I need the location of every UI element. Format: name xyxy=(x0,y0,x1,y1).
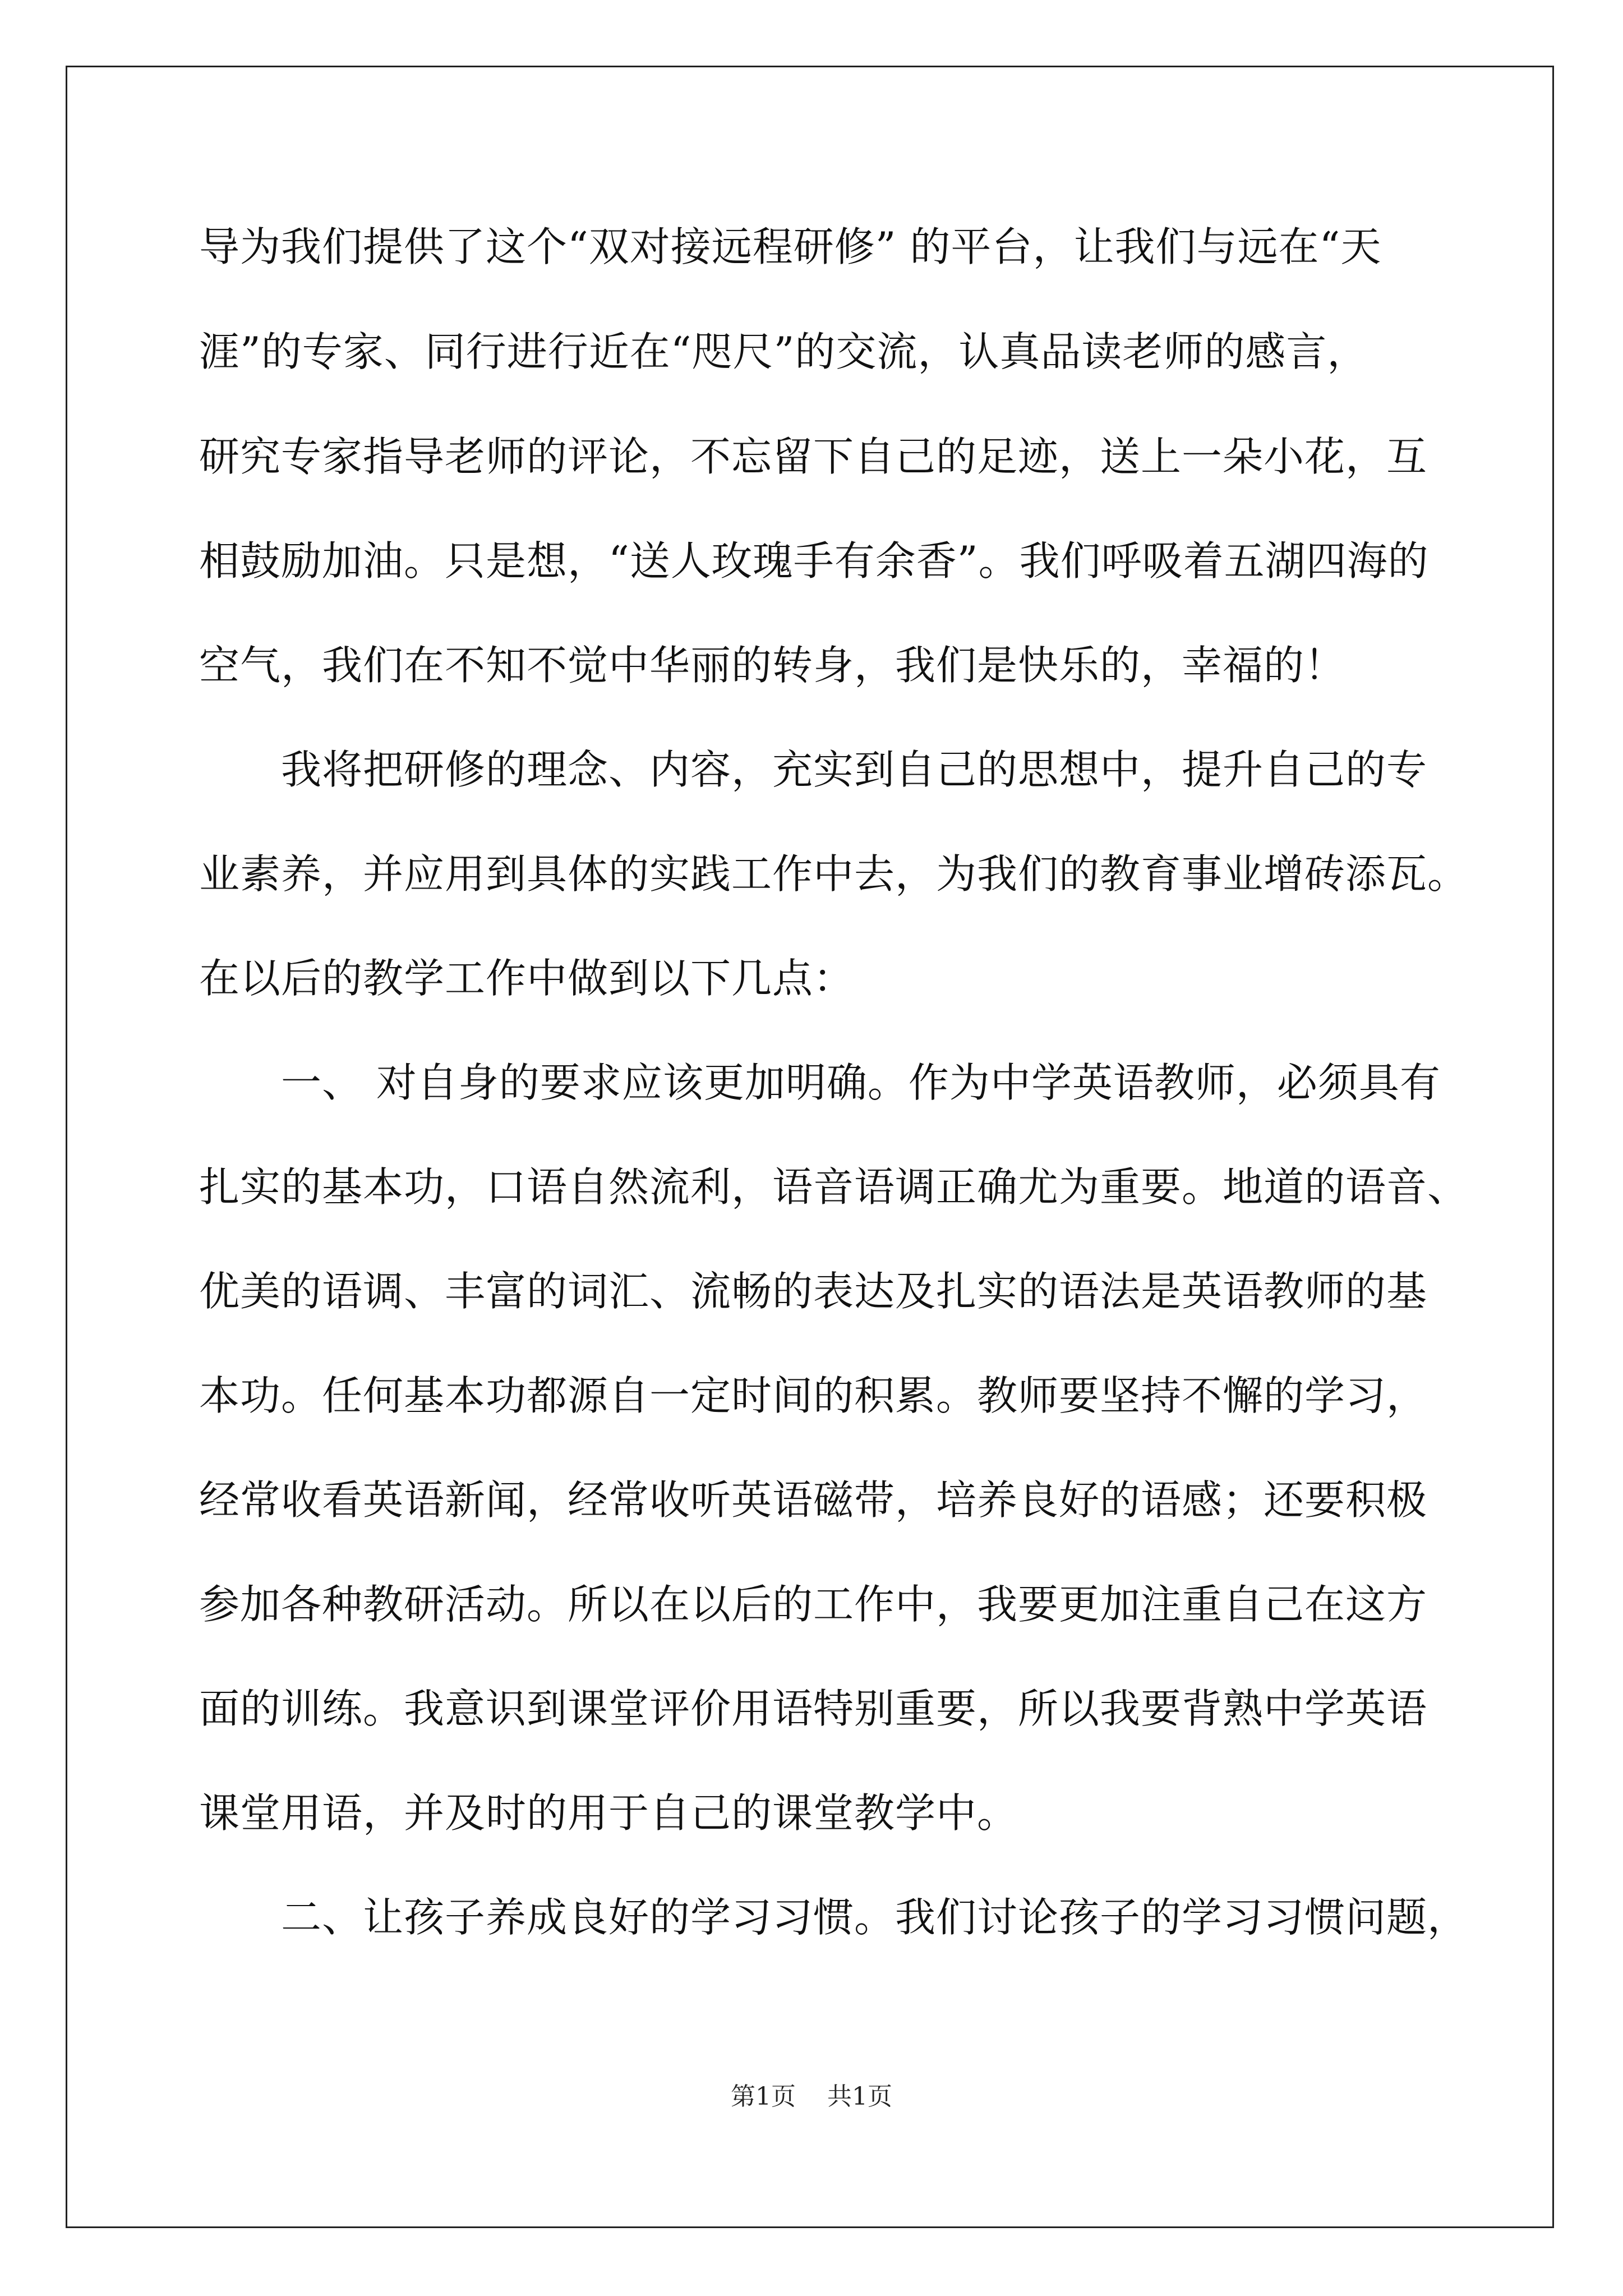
text-line: 经常收看英语新闻，经常收听英语磁带，培养良好的语感；还要积极 xyxy=(199,1476,1428,1524)
text-line: 研究专家指导老师的评论，不忘留下自己的足迹，送上一朵小花，互 xyxy=(199,433,1428,480)
paragraph-start-line: 我将把研修的理念、内容，充实到自己的思想中，提升自己的专 xyxy=(281,746,1428,793)
text-line: 业素养，并应用到具体的实践工作中去，为我们的教育事业增砖添瓦。 xyxy=(199,850,1469,898)
text-line: 空气，我们在不知不觉中华丽的转身，我们是快乐的，幸福的！ xyxy=(199,642,1346,689)
text-line: 课堂用语，并及时的用于自己的课堂教学中。 xyxy=(199,1789,1018,1837)
text-line: 优美的语调、丰富的词汇、流畅的表达及扎实的语法是英语教师的基 xyxy=(199,1268,1428,1315)
text-line: 扎实的基本功，口语自然流利，语音语调正确尤为重要。地道的语音、 xyxy=(199,1163,1469,1211)
text-line: 在以后的教学工作中做到以下几点： xyxy=(199,955,855,1002)
paragraph-start-line: 一、 对自身的要求应该更加明确。作为中学英语教师，必须具有 xyxy=(281,1059,1441,1106)
text-line: 涯”的专家、同行进行近在“咫尺”的交流，认真品读老师的感言， xyxy=(199,328,1368,375)
page-number-footer: 第1页 共1页 xyxy=(731,2082,892,2111)
text-line: 本功。任何基本功都源自一定时间的积累。教师要坚持不懈的学习， xyxy=(199,1372,1428,1419)
text-line: 参加各种教研活动。所以在以后的工作中，我要更加注重自己在这方 xyxy=(199,1581,1428,1628)
text-line: 相鼓励加油。只是想，“送人玫瑰手有余香”。我们呼吸着五湖四海的 xyxy=(199,537,1429,585)
text-line: 面的训练。我意识到课堂评价用语特别重要，所以我要背熟中学英语 xyxy=(199,1685,1428,1732)
text-line: 导为我们提供了这个“双对接远程研修” 的平台，让我们与远在“天 xyxy=(199,223,1382,270)
paragraph-start-line: 二、让孩子养成良好的学习习惯。我们讨论孩子的学习习惯问题， xyxy=(281,1894,1469,1941)
